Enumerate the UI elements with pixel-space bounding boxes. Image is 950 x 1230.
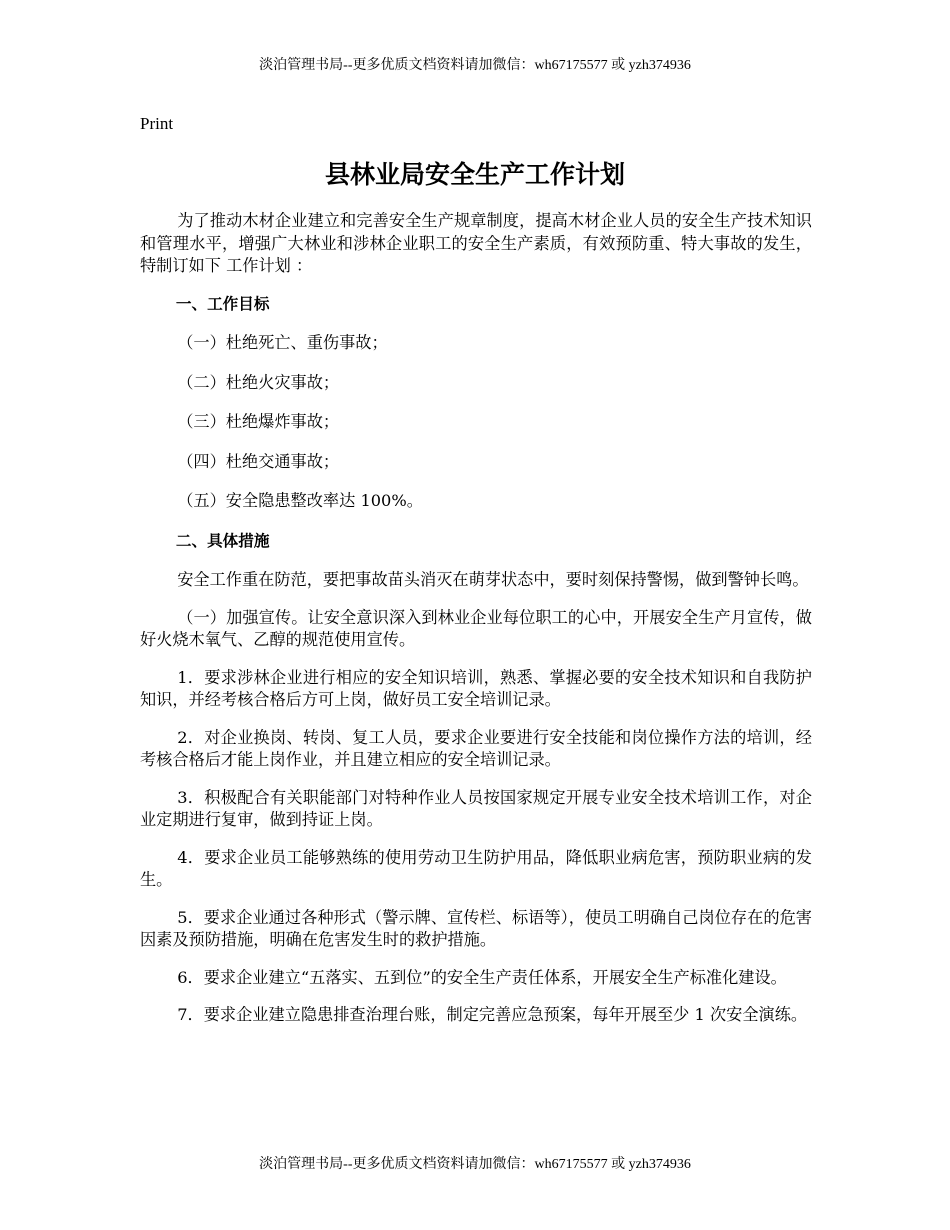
measure-item: 6．要求企业建立“五落实、五到位”的安全生产责任体系，开展安全生产标准化建设。 (177, 967, 787, 987)
goal-item: （三）杜绝爆炸事故； (177, 412, 340, 431)
measure-item: 2．对企业换岗、转岗、复工人员，要求企业要进行安全技能和岗位操作方法的培训，经考核合格后才能上岗作业，并且建立相应的安全培训记录。 (140, 727, 812, 769)
goal-item: （四）杜绝交通事故； (177, 451, 340, 471)
measure-item: 3．积极配合有关职能部门对特种作业人员按国家规定开展专业安全技术培训工作，对企业定期进行复审，做到持证上岗。 (140, 787, 812, 829)
body-paragraph: 安全工作重在防范，要把事故苗头消灭在萌芽状态中，要时刻保持警惕，做到警钟长鸣。 (177, 570, 809, 589)
section-heading-measures: 二、具体措施 (175, 531, 270, 550)
measure-item: 1．要求涉林企业进行相应的安全知识培训，熟悉、掌握必要的安全技术知识和自我防护知识，并经考核合格后方可上岗，做好员工安全培训记录。 (140, 667, 812, 709)
goal-item: （二）杜绝火灾事故； (177, 372, 340, 392)
document-title: 县林业局安全生产工作计划 (324, 160, 625, 189)
page-header: 淡泊管理书局--更多优质文档资料请加微信：wh67175577 或 yzh374936 (259, 58, 691, 73)
body-paragraph: （一）加强宣传。让安全意识深入到林业企业每位职工的心中，开展安全生产月宣传，做好火烧木氧气、乙醇的规范使用宣传。 (140, 607, 812, 649)
measure-item: 4．要求企业员工能够熟练的使用劳动卫生防护用品，降低职业病危害，预防职业病的发生。 (140, 847, 812, 889)
measure-item: 7．要求企业建立隐患排查治理台账，制定完善应急预案，每年开展至少 1 次安全演练。 (177, 1005, 808, 1024)
document-body (140, 210, 812, 1042)
measure-item: 5．要求企业通过各种形式（警示牌、宣传栏、标语等），使员工明确自己岗位存在的危害因素及预防措施，明确在危害发生时的救护措施。 (140, 907, 812, 949)
goal-item: （五）安全隐患整改率达 100%。 (177, 491, 423, 510)
section-heading-goals: 一、工作目标 (175, 294, 270, 313)
page-footer: 淡泊管理书局--更多优质文档资料请加微信：wh67175577 或 yzh374936 (259, 1157, 691, 1172)
intro-paragraph: 为了推动木材企业建立和完善安全生产规章制度，提高木材企业人员的安全生产技术知识和管理水平，增强广大林业和涉林企业职工的安全生产素质，有效预防重、特大事故的发生，特制订如下 工作计划 ： (140, 211, 812, 275)
print-label: Print (140, 114, 174, 133)
goal-item: （一）杜绝死亡、重伤事故； (177, 333, 388, 352)
